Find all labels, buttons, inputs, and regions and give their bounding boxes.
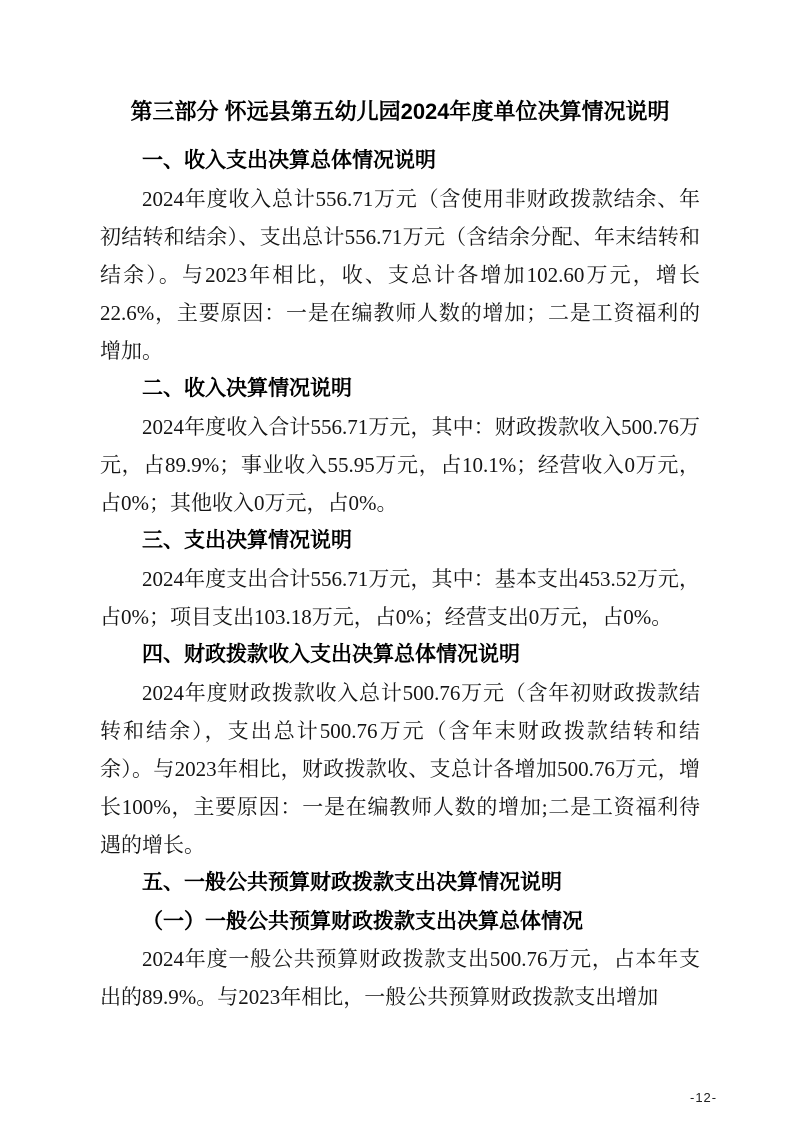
section-heading-1: 一、收入支出决算总体情况说明 <box>142 149 436 172</box>
section-heading-5: 五、一般公共预算财政拨款支出决算情况说明 <box>142 871 562 894</box>
section-public-budget-expense <box>100 864 700 1016</box>
section-paragraph-1: 2024年度收入总计556.71万元（含使用非财政拨款结余、年初结转和结余）、支出总计556.71万元（含结余分配、年末结转和结余）。与2023年相比，收、支总计各增加102.60万元，增长22.6%，主要原因：一是在编教师人数的增加；二是工资福利的增加。 <box>100 187 700 363</box>
section-heading-4: 四、财政拨款收入支出决算总体情况说明 <box>142 643 520 666</box>
section-subheading-5-1: （一）一般公共预算财政拨款支出决算总体情况 <box>142 909 583 933</box>
section-income-expense-overview <box>100 142 700 370</box>
section-expense-details <box>100 522 700 636</box>
section-income-details <box>100 370 700 522</box>
section-paragraph-3: 2024年度支出合计556.71万元，其中：基本支出453.52万元，占0%；项目支出103.18万元，占0%；经营支出0万元，占0%。 <box>100 567 700 629</box>
section-paragraph-4: 2024年度财政拨款收入总计500.76万元（含年初财政拨款结转和结余），支出总计500.76万元（含年末财政拨款结转和结余）。与2023年相比，财政拨款收、支总计各增加500.76万元，增长100%，主要原因：一是在编教师人数的增加;二是工资福利待遇的增长。 <box>100 681 700 857</box>
page-number: -12- <box>690 1090 718 1105</box>
page-title: 第三部分 怀远县第五幼儿园2024年度单位决算情况说明 <box>130 99 670 124</box>
section-paragraph-2: 2024年度收入合计556.71万元，其中：财政拨款收入500.76万元，占89.9%；事业收入55.95万元，占10.1%；经营收入0万元，占0%；其他收入0万元，占0%。 <box>100 415 700 515</box>
section-heading-3: 三、支出决算情况说明 <box>142 529 352 552</box>
section-fiscal-allocation-overview <box>100 636 700 864</box>
section-heading-2: 二、收入决算情况说明 <box>142 377 352 400</box>
section-paragraph-5: 2024年度一般公共预算财政拨款支出500.76万元，占本年支出的89.9%。与2023年相比，一般公共预算财政拨款支出增加 <box>100 947 700 1009</box>
document-content <box>100 96 700 1016</box>
